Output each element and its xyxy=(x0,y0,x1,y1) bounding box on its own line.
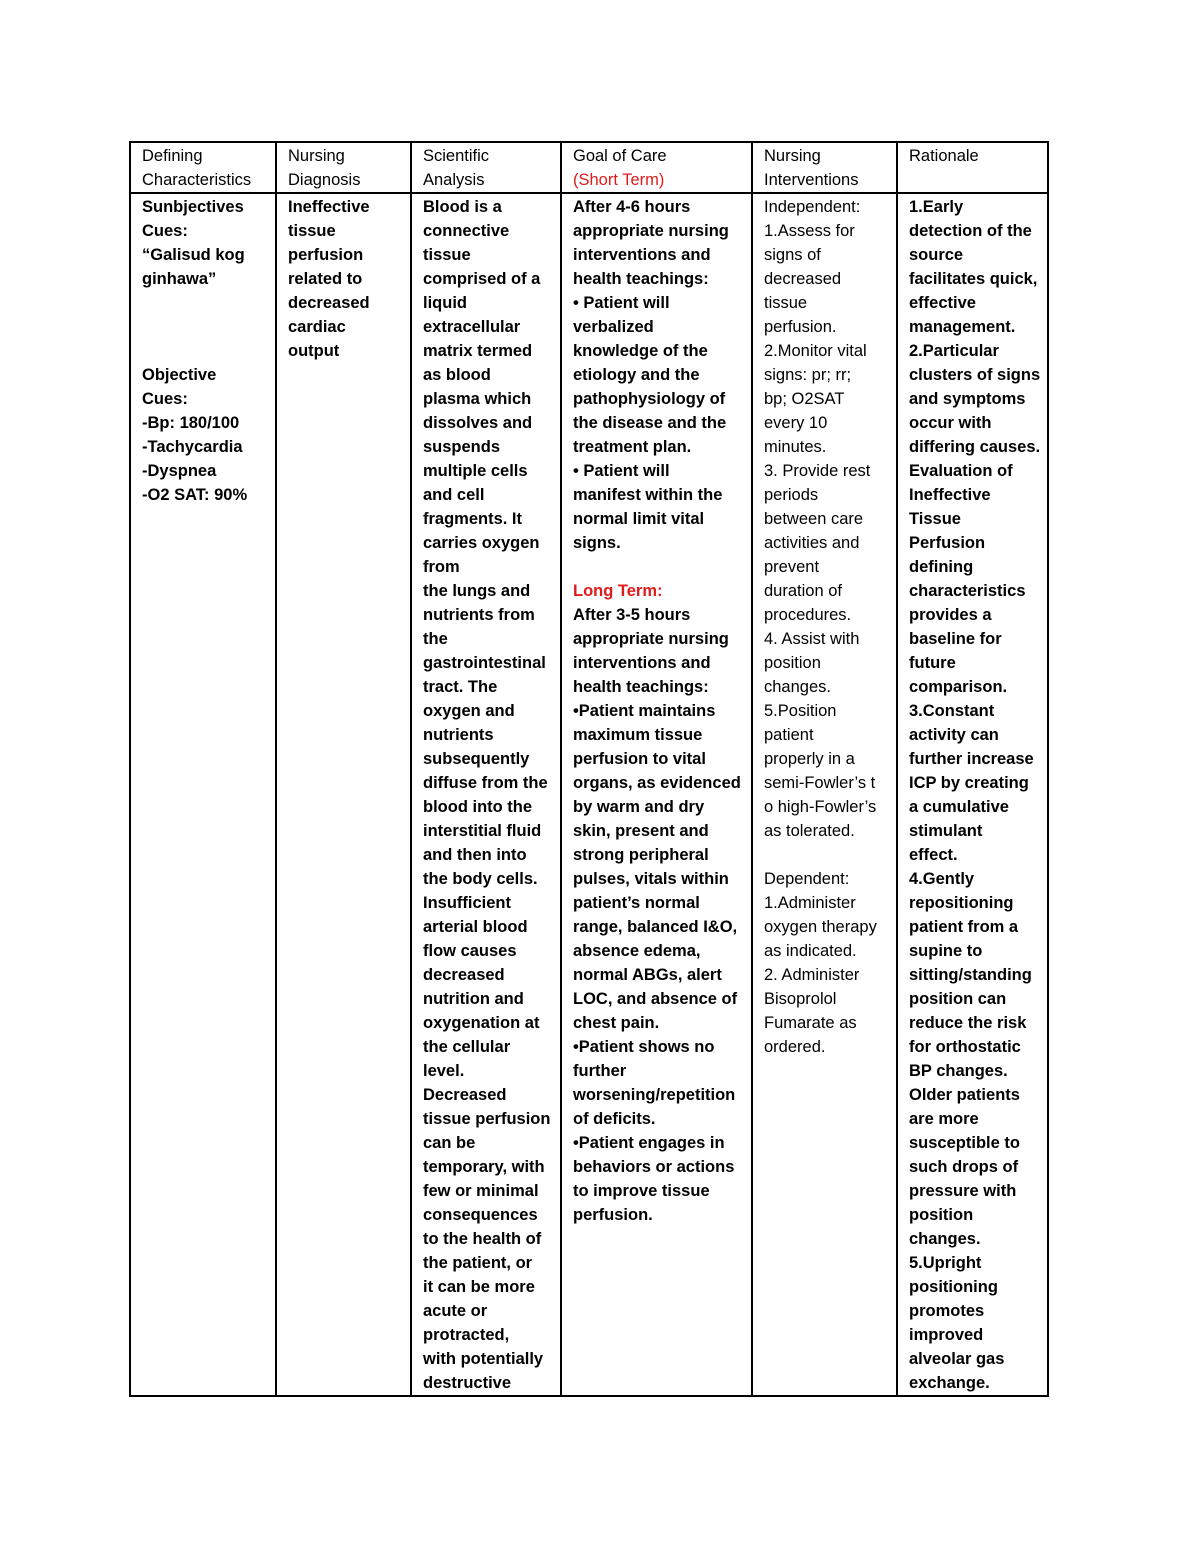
header-defining-characteristics: Defining Characteristics xyxy=(130,142,276,193)
long-term-label: Long Term: xyxy=(573,582,663,600)
plan-row xyxy=(130,193,1048,1396)
goal-header-label: Goal of Care xyxy=(573,147,667,165)
header-nursing-diagnosis: Nursing Diagnosis xyxy=(276,142,411,193)
nursing-interventions-cell xyxy=(752,193,897,1396)
spacer xyxy=(573,555,745,579)
independent-label: Independent: xyxy=(764,198,861,216)
goal-of-care-cell xyxy=(561,193,752,1396)
spacer xyxy=(142,339,269,363)
dependent-label: Dependent: xyxy=(764,870,850,888)
header-scientific-analysis: Scientific Analysis xyxy=(411,142,561,193)
header-nursing-interventions: Nursing Interventions xyxy=(752,142,897,193)
long-term-goals: After 3-5 hours appropriate nursing interventions and health teachings: •Patient maintains maximum tissue perfusion to vital organs, as evidenced by warm and dry skin, present and strong peripheral pulses, vitals within patient’s normal range, balanced I&O, absence edema, normal ABGs, alert LOC, and absence of chest pain. •Patient shows no further worsening/repetition of deficits. •Patient engages in behaviors or actions to improve tissue perfusion. xyxy=(573,606,741,1224)
nursing-care-plan-table xyxy=(129,141,1049,1397)
header-goal-of-care xyxy=(561,142,752,193)
defining-characteristics-cell xyxy=(130,193,276,1396)
spacer xyxy=(764,843,890,867)
objective-cues: Objective Cues: -Bp: 180/100 -Tachycardia -Dyspnea -O2 SAT: 90% xyxy=(142,366,248,504)
short-term-goals: After 4-6 hours appropriate nursing interventions and health teachings: • Patient will verbalized knowledge of the etiology and the pathophysiology of the disease and the treatment plan. • Patient will manifest within the normal limit vital signs. xyxy=(573,198,729,552)
spacer xyxy=(142,291,269,315)
independent-interventions: 1.Assess for signs of decreased tissue perfusion. 2.Monitor vital signs: pr; rr; bp; O2SAT every 10 minutes. 3. Provide rest periods between care activities and prevent duration of procedures. 4. Assist with position changes. 5.Position patient properly in a semi-Fowler’s t o high-Fowler’s as tolerated. xyxy=(764,222,877,840)
dependent-interventions: 1.Administer oxygen therapy as indicated. 2. Administer Bisoprolol Fumarate as ordered. xyxy=(764,894,877,1056)
short-term-header-label: (Short Term) xyxy=(573,171,665,189)
header-row xyxy=(130,142,1048,193)
rationale-cell: 1.Early detection of the source facilitates quick, effective management. 2.Particular clusters of signs and symptoms occur with differing causes. Evaluation of Ineffective Tissue Perfusion defining characteristics provides a baseline for future comparison. 3.Constant activity can further increase ICP by creating a cumulative stimulant effect. 4.Gently repositioning patient from a supine to sitting/standing position can reduce the risk for orthostatic BP changes. Older patients are more susceptible to such drops of pressure with position changes. 5.Upright positioning promotes improved alveolar gas exchange. xyxy=(897,193,1048,1396)
header-rationale: Rationale xyxy=(897,142,1048,193)
scientific-analysis-cell: Blood is a connective tissue comprised of a liquid extracellular matrix termed as blood plasma which dissolves and suspends multiple cells and cell fragments. It carries oxygen from the lungs and nutrients from the gastrointestinal tract. The oxygen and nutrients subsequently diffuse from the blood into the interstitial fluid and then into the body cells. Insufficient arterial blood flow causes decreased nutrition and oxygenation at the cellular level. Decreased tissue perfusion can be temporary, with few or minimal consequences to the health of the patient, or it can be more acute or protracted, with potentially destructive xyxy=(411,193,561,1396)
nursing-diagnosis-cell: Ineffective tissue perfusion related to decreased cardiac output xyxy=(276,193,411,1396)
spacer xyxy=(142,315,269,339)
subjective-cues: Sunbjectives Cues: “Galisud kog ginhawa” xyxy=(142,198,245,288)
